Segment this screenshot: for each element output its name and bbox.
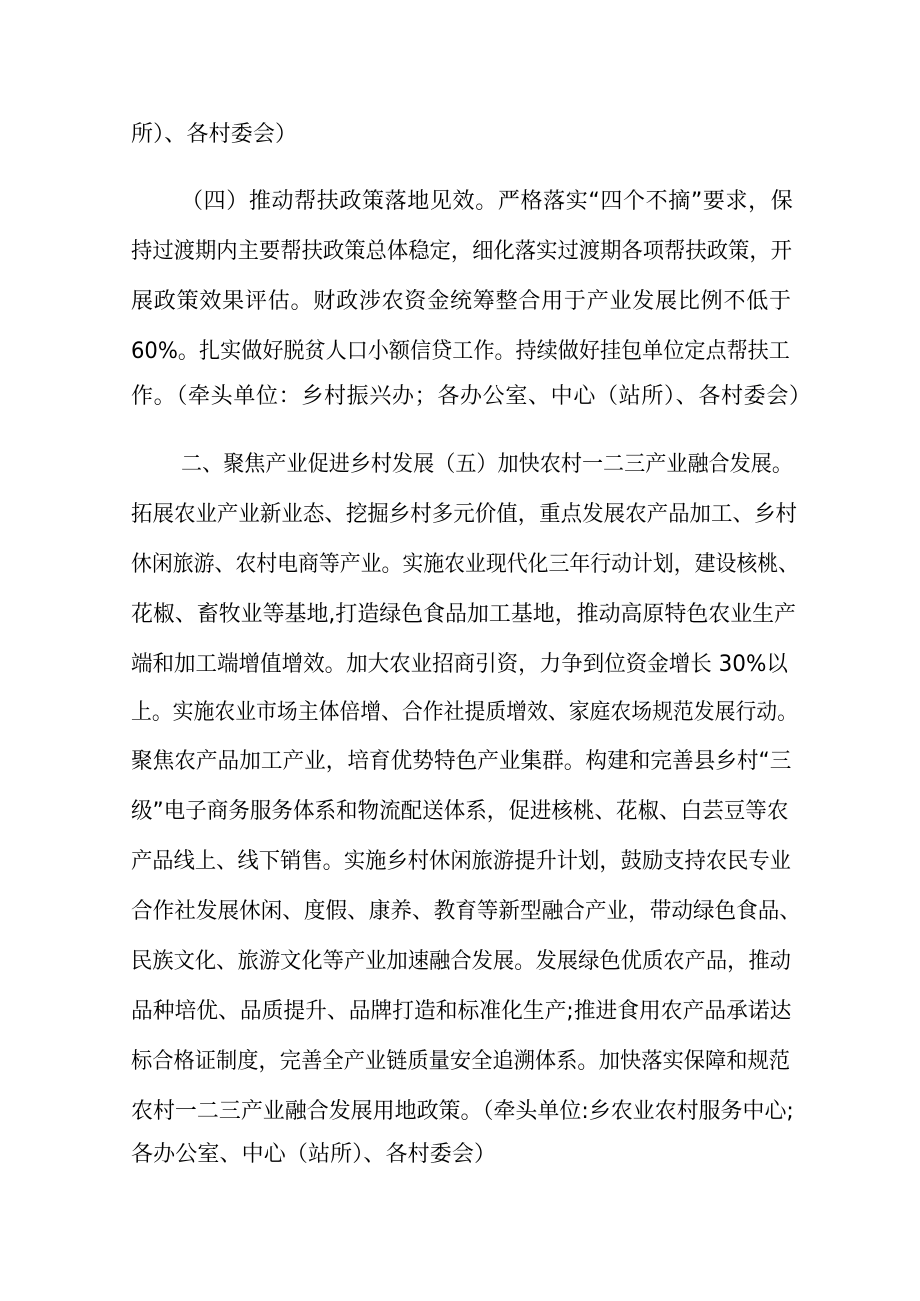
text-line: 二、聚焦产业促进乡村发展（五）加快农村一二三产业融合发展。	[181, 452, 793, 477]
text-line: 级”电子商务服务体系和物流配送体系，促进核桃、花椒、白芸豆等农	[131, 799, 789, 824]
text-line: 民族文化、旅游文化等产业加速融合发展。发展绿色优质农产品，推动	[131, 949, 791, 974]
text-line: 60%。扎实做好脱贫人口小额信贷工作。持续做好挂包单位定点帮扶工	[131, 339, 790, 364]
text-line: 聚焦农产品加工产业，培育优势特色产业集群。构建和完善县乡村“三	[131, 749, 792, 774]
text-line: 端和加工端增值增效。加大农业招商引资，力争到位资金增长 30%以	[131, 652, 788, 677]
text-line: 持过渡期内主要帮扶政策总体稳定，细化落实过渡期各项帮扶政策，开	[131, 239, 793, 264]
text-line: 所）、各村委会）	[131, 122, 298, 147]
text-line: 作。（牵头单位：乡村振兴办；各办公室、中心（站所）、各村委会）	[131, 384, 812, 409]
text-line: 产品线上、线下销售。实施乡村休闲旅游提升计划，鼓励支持农民专业	[131, 849, 791, 874]
text-line: 拓展农业产业新业态、挖掘乡村多元价值，重点发展农产品加工、乡村	[131, 502, 797, 527]
text-line: 展政策效果评估。财政涉农资金统筹整合用于产业发展比例不低于	[131, 289, 792, 314]
text-line: 休闲旅游、农村电商等产业。实施农业现代化三年行动计划，建设核桃、	[131, 552, 800, 577]
text-line: 标合格证制度，完善全产业链质量安全追溯体系。加快落实保障和规范	[131, 1049, 791, 1074]
text-line: 各办公室、中心（站所）、各村委会）	[131, 1142, 497, 1167]
text-line: 品种培优、品质提升、品牌打造和标准化生产;推进食用农产品承诺达	[131, 999, 792, 1024]
text-line: 上。实施农业市场主体倍增、合作社提质增效、家庭农场规范发展行动。	[131, 700, 798, 725]
text-line: 花椒、畜牧业等基地,打造绿色食品加工基地，推动高原特色农业生产	[131, 602, 796, 627]
text-line: （四）推动帮扶政策落地见效。严格落实“四个不摘”要求，保	[181, 189, 794, 214]
text-line: 合作社发展休闲、度假、康养、教育等新型融合产业，带动绿色食品、	[131, 899, 802, 924]
text-line: 农村一二三产业融合发展用地政策。（牵头单位:乡农业农村服务中心;	[131, 1099, 794, 1124]
